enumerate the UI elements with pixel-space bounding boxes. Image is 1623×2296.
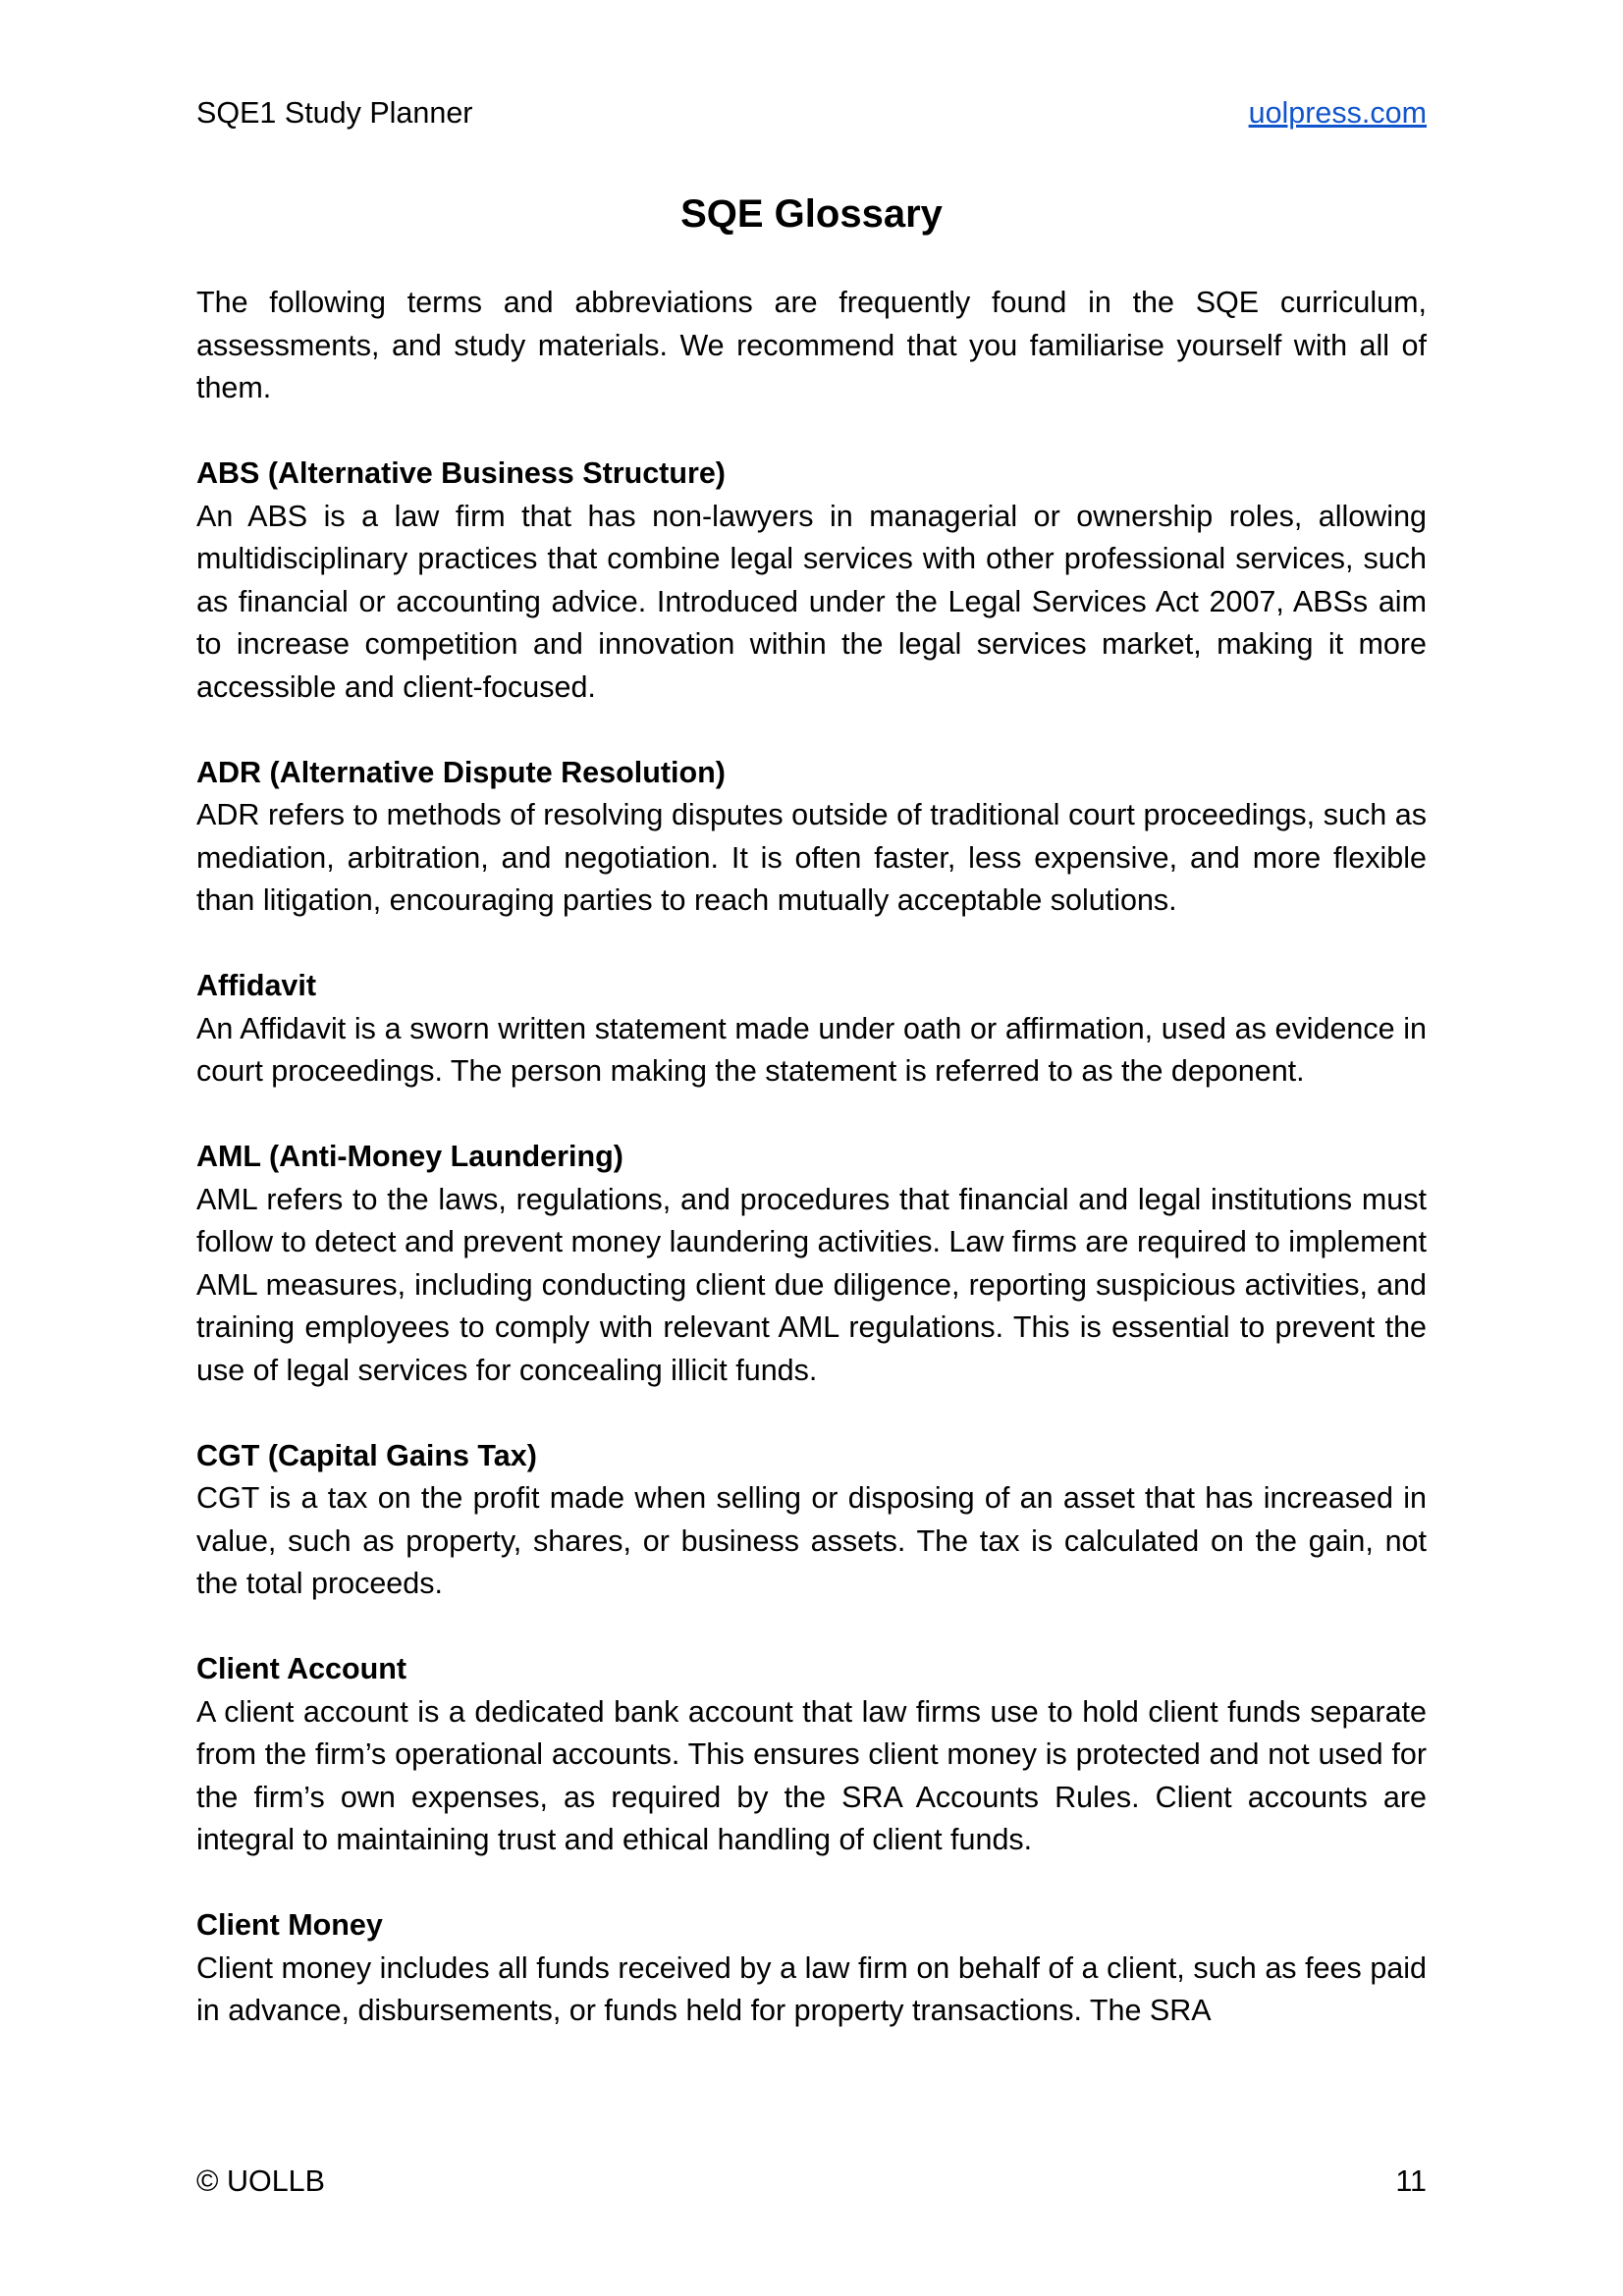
glossary-definition: A client account is a dedicated bank account that law firms use to hold client funds separate from the firm’s operational accounts. This ensures client money is protected and not used for the firm’s own expenses, as required by the SRA Accounts Rules. Client accounts are integral to maintaining trust and ethical handling of client funds. [196,1694,1427,1856]
glossary-term: CGT (Capital Gains Tax) [196,1438,537,1472]
glossary-entry [196,1648,1427,1862]
header-title: SQE1 Study Planner [196,96,473,130]
header-link[interactable]: uolpress.com [1248,96,1427,130]
glossary-term: ADR (Alternative Dispute Resolution) [196,755,726,789]
footer-copyright: © UOLLB [196,2164,325,2198]
glossary-term: Client Account [196,1652,407,1685]
page-content [196,192,1427,2033]
glossary-term: AML (Anti-Money Laundering) [196,1140,623,1173]
glossary-definition: Client money includes all funds received by a law firm on behalf of a client, such as fees paid in advance, disbursements, or funds held for property transactions. The SRA [196,1950,1427,2027]
glossary-definition: ADR refers to methods of resolving disputes outside of traditional court proceedings, such as mediation, arbitration, and negotiation. It is often faster, less expensive, and more flexible than litigation, encouraging parties to reach mutually acceptable solutions. [196,798,1427,917]
glossary-definition: AML refers to the laws, regulations, and procedures that financial and legal institutions must follow to detect and prevent money laundering activities. Law firms are required to implement AML measures, including conducting client due diligence, reporting suspicious activities, and training employees to comply with relevant AML regulations. This is essential to prevent the use of legal services for concealing illicit funds. [196,1182,1427,1387]
glossary-entry [196,965,1427,1094]
glossary-term: Affidavit [196,969,316,1002]
page-header [196,95,1427,131]
page-title: SQE Glossary [680,192,943,236]
page-footer [196,2163,1427,2199]
glossary-definition: An Affidavit is a sworn written statement made under oath or affirmation, used as evidence in court proceedings. The person making the statement is referred to as the deponent. [196,1011,1427,1088]
glossary-entry [196,1904,1427,2033]
glossary-entry [196,453,1427,709]
glossary-entry [196,1435,1427,1606]
intro-paragraph: The following terms and abbreviations are frequently found in the SQE curriculum, assessments, and study materials. We recommend that you familiarise yourself with all of them. [196,286,1427,404]
glossary-entry [196,1136,1427,1392]
glossary-definition: CGT is a tax on the profit made when selling or disposing of an asset that has increased in value, such as property, shares, or business assets. The tax is calculated on the gain, not the total proceeds. [196,1481,1427,1600]
glossary-term: ABS (Alternative Business Structure) [196,456,726,490]
footer-page-number: 11 [1395,2164,1427,2198]
glossary-definition: An ABS is a law firm that has non-lawyers in managerial or ownership roles, allowing multidisciplinary practices that combine legal services with other professional services, such as financial or accounting advice. Introduced under the Legal Services Act 2007, ABSs aim to increase competition and innovation within the legal services market, making it more accessible and client-focused. [196,499,1427,704]
glossary-entry [196,752,1427,923]
glossary-term: Client Money [196,1908,383,1942]
